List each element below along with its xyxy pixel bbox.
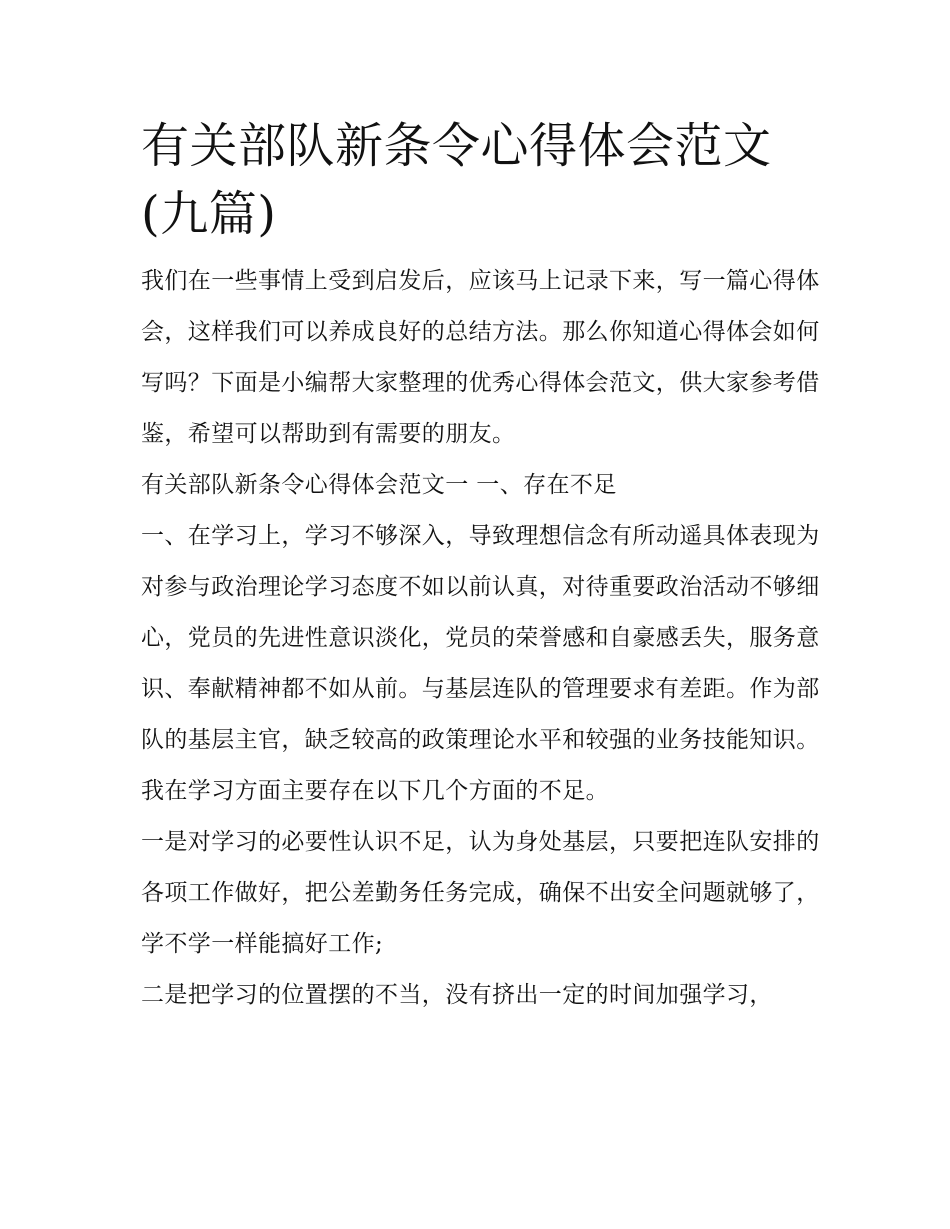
title-line-2: (九篇) — [141, 186, 277, 242]
body-paragraph: 二是把学习的位置摆的不当，没有挤出一定的时间加强学习， — [141, 982, 773, 1008]
title-line-1: 有关部队新条令心得体会范文 — [141, 118, 772, 174]
document-title — [141, 112, 821, 248]
body-paragraph: 一是对学习的必要性认识不足，认为身处基层，只要把连队安排的各项工作做好，把公差勤务任务完成，确保不出安全问题就够了，学不学一样能搞好工作; — [141, 829, 820, 957]
section-heading: 有关部队新条令心得体会范文一 一、存在不足 — [141, 472, 617, 498]
document-body — [141, 112, 821, 1021]
body-paragraph: 一、在学习上，学习不够深入，导致理想信念有所动遥具体表现为对参与政治理论学习态度不如以前认真，对待重要政治活动不够细心，党员的先进性意识淡化，党员的荣誉感和自豪感丢失，服务意识、奉献精神都不如从前。与基层连队的管理要求有差距。作为部队的基层主官，缺乏较高的政策理论水平和较强的业务技能知识。我在学习方面主要存在以下几个方面的不足。 — [141, 523, 820, 804]
intro-paragraph: 我们在一些事情上受到启发后，应该马上记录下来，写一篇心得体会，这样我们可以养成良好的总结方法。那么你知道心得体会如何写吗？下面是小编帮大家整理的优秀心得体会范文，供大家参考借鉴，希望可以帮助到有需要的朋友。 — [141, 268, 820, 447]
